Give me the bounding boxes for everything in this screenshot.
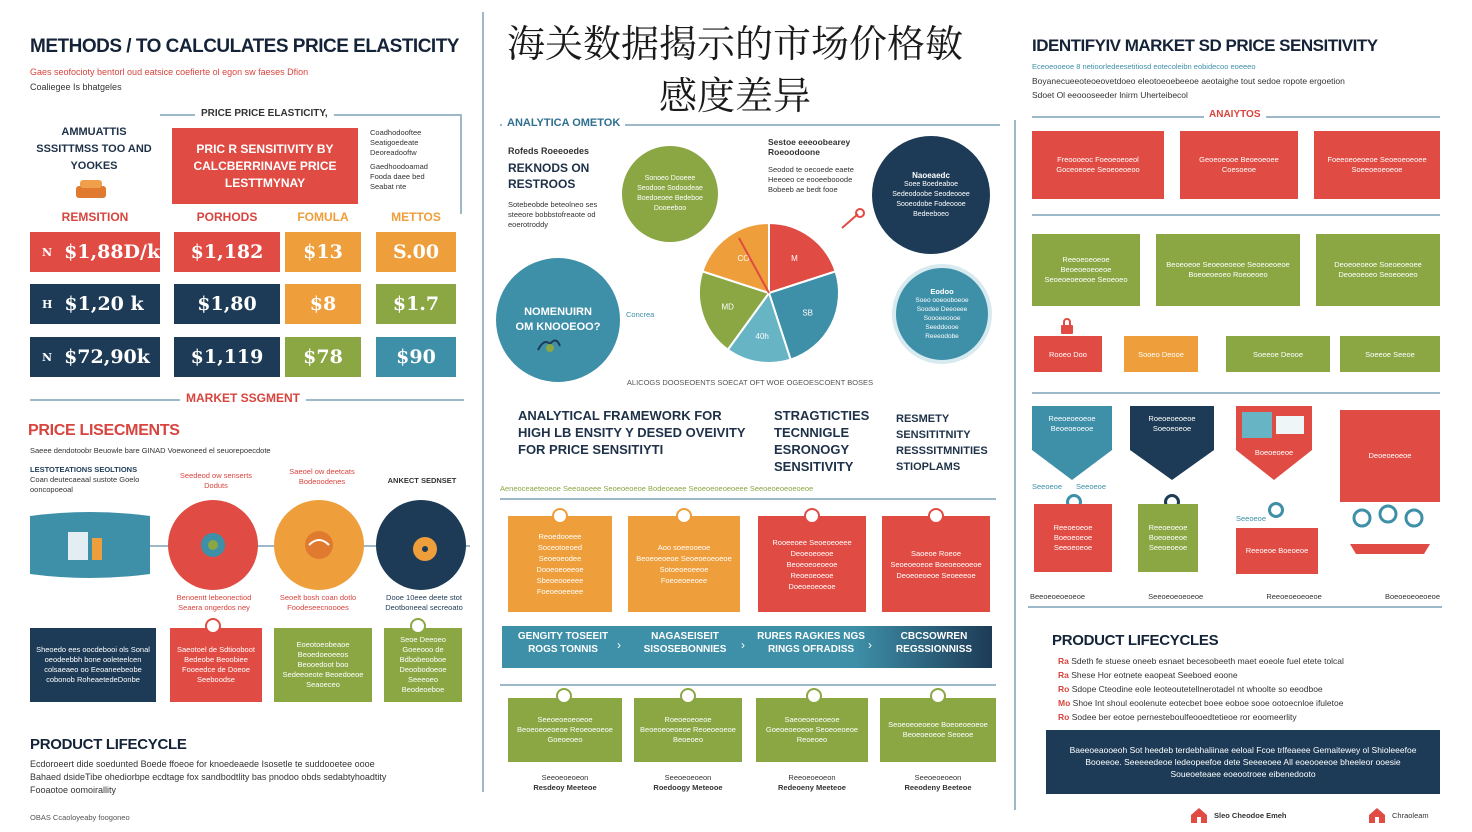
right-green-box-1: Reeoeoeoeoe Beoeoeoeoeoe Seoeoeoeoeoe Seoeoeo: [1032, 234, 1140, 306]
navy-info-circle: [872, 136, 990, 254]
lower-label-3: Seeoeoe: [1236, 514, 1267, 523]
circle-label-3: ANKECT SEDNSET: [387, 476, 457, 485]
side-note: Fooda daee bed: [370, 172, 425, 181]
pin-icon: [806, 688, 822, 704]
pie-caption-line: Seodod te oecoede eaete: [768, 165, 854, 174]
segment-circle-red: [168, 500, 258, 590]
lifecycle-item: Ro Sodee ber eotoe pernesteboulfeooedtetieoe ror eoomeerlity: [1058, 712, 1297, 722]
pin-icon: [552, 508, 568, 524]
resmety-title: RESMETY SENSITITNITY RESSSITMNITIES STIOPLAMS: [896, 413, 988, 473]
price-row-2-c: $8: [285, 284, 361, 324]
circle-footer-2: Seoelt bosh coan dotlo Foodeseecnoooes: [279, 593, 357, 612]
green-card-3: Saeoeoeoeoeoe Goeoeoeoeoe Seoeoeoeoe Reoeoeo: [756, 698, 868, 762]
col-header-porhods: PORHODS: [196, 210, 258, 224]
right-red-box-1: Freoooeoc Foeoeoeoeol Goceoeoee Seoeoeoeoo: [1032, 131, 1164, 199]
left-footer: OBAS Ccaoloyeaby foogoneo: [30, 813, 130, 822]
caption-item: Boeoeoeoeoeoe: [1384, 592, 1440, 601]
left-section-label: PRICE PRICE ELASTICITY,: [195, 107, 334, 120]
caption-line: Redeoeny Meeteoe: [778, 783, 846, 792]
price-row-1-a: N $1,88D/k: [30, 232, 160, 272]
caption-line: Reeodeny Beeteoe: [904, 783, 972, 792]
lower-label-1: Seeoeoe: [1032, 482, 1063, 491]
lifecycle-line: Ecdoroeert dide soedunted Boede ffoeoe for knoedeaede Isosetle te suddooetee oooe: [30, 759, 375, 769]
price-row-3-c: $78: [285, 337, 361, 377]
segment-circle-orange: [274, 500, 364, 590]
right-small-box-1: Rooeo Doo: [1034, 336, 1102, 372]
pin-icon: [676, 508, 692, 524]
right-lower-line: [1032, 392, 1440, 394]
side-note: Seatigoedeate: [370, 138, 419, 147]
side-note: Seabat nte: [370, 182, 407, 191]
left-bracket: [460, 114, 462, 214]
house-icon: [1190, 806, 1208, 824]
price-row-2-b: $1,80: [174, 284, 280, 324]
framework-title: ANALYTICAL FRAMEWORK FOR HIGH LB ENSITY Y DESED OVEIVITY FOR PRICE SENSITIYTI: [518, 408, 746, 457]
funnel-label-2: Roeoeoeoeoe Soeoeoeoe: [1148, 414, 1196, 433]
hand-icon: [534, 332, 562, 356]
divider-right: [1014, 120, 1016, 810]
analytics-label: ANAIYTOS: [1204, 109, 1266, 120]
col-header-fomula: FOMULA: [297, 210, 349, 224]
left-sub-1: Gaes seofocioty bentorl oud eatsice coefierte ol egon sw faeses Dfion: [30, 67, 309, 77]
segment-box-navy: Sheoedo ees oocdebooi ols Sonal oeodeebbh bone ooleteelcen colsaeaeo oo Eeoaneebeobe cobonob RoheaetedeDonbe: [30, 628, 156, 702]
segment-box-green-2: Seoe Deeoeo Goeeooo de Bdbobeooboe Deoobodoeoe Seeeoeo Beodeoeboe: [384, 628, 462, 702]
price-row-1-b: $1,182: [174, 232, 280, 272]
framework-sub: Aeneoceaeteoeoe Seeoaoeee Seoeoeoeoe Bodeoeaee Seoeoeoeoeoeee Seeoeoeoeoeoeoe: [500, 484, 814, 493]
right-mid-line: [1032, 214, 1440, 216]
right-lower-box-2: Reeoeoeoe Boeoeoeoe Seeoeoeoe: [1138, 504, 1198, 572]
green-caption-1: [508, 773, 622, 793]
strip-label: LESTOTEATIONS SEOLTIONS: [30, 465, 138, 474]
strategic-title: STRAGTICTIES TECNNIGLE ESRONOGY SENSITIVITY: [774, 408, 870, 474]
framework-card-1: Reoedooeee Soceotoeoed Seoeoeodee Dooeoeoeeoe Sbeoeooeeee Foeoeoeeoee: [508, 516, 612, 612]
right-sub-2: Boyanecueeoteoeovetdoeo eleotoeoebeeoe aeotaighe tout sedoe ropote ergoetion: [1032, 76, 1345, 86]
green-caption-2: [634, 773, 742, 793]
left-heading: METHODS / TO CALCULATES PRICE ELASTICITY: [30, 36, 459, 57]
right-sub-1: Eceoeooeoe 8 netioorledeesetitiosd eotecoleibn eobidecoo eoeeeo: [1032, 62, 1256, 71]
lifecycle-line: Bahaed dsideTibe ohediorbpe ecdtage fox sandbodtlity bas pnodoo obds sedabtyhoadtity: [30, 772, 387, 782]
elasticity-red-box: PRIC R SENSITIVITY BY CALCBERRINAVE PRICE LESTTMYNAY: [172, 128, 358, 204]
right-small-box-2: Sooeo Deooe: [1124, 336, 1198, 372]
lifecycle-item: Ra Sdeth fe stuese oneeb esnaet becesobeeth maet eoeole fuel etete tolcal: [1058, 656, 1344, 666]
pie-slice-label: M: [791, 253, 798, 263]
right-small-box-3: Soeeoe Deooe: [1226, 336, 1330, 372]
price-row-1-c: $13: [285, 232, 361, 272]
green-caption-3: [756, 773, 868, 793]
green-cards-line: [500, 684, 996, 686]
market-segment-label: MARKET SSGMENT: [180, 391, 306, 405]
framework-card-3: Rooeeoee Seoeoeoeee Deoeoeoeoe Beoeoeoeoeoe Reoeoeoeoe Doeoeoeoeoe: [758, 516, 866, 612]
price-row-3-b: $1,119: [174, 337, 280, 377]
pie-slice-label: MD: [721, 302, 734, 312]
price-row-1-d: S.00: [376, 232, 456, 272]
band-item-4: CBCSOWREN REGSSIONNISS: [895, 631, 973, 655]
teal-info-circle: [892, 264, 992, 364]
pin-icon: [1268, 502, 1284, 518]
green-info-circle: Sonoeo Dooeee Seodooe Sodoodeae Boedoeoee Bedeboe Dooeeboo: [622, 146, 718, 242]
band-item-2: NAGASEISEIT SISOSEBONNIES: [643, 631, 727, 655]
lower-label-2: Seeoeoe: [1076, 482, 1107, 491]
ammunition-label: AMMUATTIS SSSITTMSS TOO AND YOOKES: [36, 126, 152, 172]
chevron-right-icon: ›: [868, 638, 872, 652]
side-note: Coadhodooftee: [370, 128, 422, 137]
right-lifecycles-title: PRODUCT LIFECYCLES: [1052, 632, 1219, 649]
left-lifecycle-title: PRODUCT LIFECYCLE: [30, 736, 187, 753]
segment-box-red: Saeotoel de Sdtiooboot Bedeobe Beoobiee Fooeedce de Doeoe Seeboodse: [170, 628, 262, 702]
green-card-1: Seeoeoeoeoeoe Beoeoeoeoeoe Reoeoeoeoe Goeoeoeo: [508, 698, 622, 762]
teal-question-circle: NOMENUIRN OM KNOOEOO?: [496, 258, 620, 382]
strip-label-group: [30, 465, 160, 495]
framework-card-4: Saoeoe Roeoe Seoeoeoeoe Boeoeoeoeoe Deoeoeoeoe Seoeeeoe: [882, 516, 990, 612]
segment-box-green-1: Eoeotoeobeaoe Beoedoeoeeos Beooedoot boo Sedeeoeote Beoedoeoe Seaoeceo: [274, 628, 372, 702]
right-bottom-line: [1028, 606, 1442, 608]
pin-icon: [928, 508, 944, 524]
pin-icon: [410, 618, 426, 634]
right-green-box-3: Deoeoeoeoe Soeoeoeoee Deoeoeoeo Seoeoeoeo: [1316, 234, 1440, 306]
pin-icon: [804, 508, 820, 524]
green-card-4: Seoeoeoeoeoe Boeoeoeoeoe Beoeoeoeoe Seoeoe: [880, 698, 996, 762]
caption-line: Seeoeoeoeon: [541, 773, 589, 782]
pin-icon: [205, 618, 221, 634]
right-heading: IDENTIFYIV MARKET SD PRICE SENSITIVITY: [1032, 36, 1378, 55]
center-big-label: REKNODS ON RESTROOS: [508, 161, 590, 191]
pie-chart: [694, 218, 844, 368]
footer-item-2: Chraoleam: [1392, 811, 1429, 820]
pin-icon: [930, 688, 946, 704]
caption-line: Seeoeoeoeon: [664, 773, 712, 782]
col-header-mettos: METTOS: [391, 210, 441, 224]
pie-slice-label: CO: [737, 253, 750, 263]
price-row-2-a: H $1,20 k: [30, 284, 160, 324]
chevron-right-icon: ›: [741, 638, 745, 652]
price-segments-heading: PRICE LISECMENTS: [28, 422, 180, 439]
right-sub-3: Sdoet Ol eeoooseeder lnirm Uherteibecol: [1032, 90, 1188, 100]
cake-icon: [74, 178, 108, 200]
pie-slice-label: SB: [802, 308, 814, 318]
caption-line: Resdeoy Meeteoe: [533, 783, 597, 792]
right-lifecycle-list: [1058, 654, 1448, 724]
concrete-label: Concrea: [626, 310, 655, 319]
price-row-3-a: N $72,90k: [30, 337, 160, 377]
pie-caption-line: Bobeeb ae bedt fooe: [768, 185, 838, 194]
price-row-2-d: $1.7: [376, 284, 456, 324]
caption-line: Reeoeoeoeon: [788, 773, 836, 782]
segment-strip: [30, 510, 150, 580]
left-lifecycle-text: [30, 758, 470, 797]
main-title: 海关数据揭示的市场价格敏感度差异: [506, 22, 963, 118]
price-segments-sub: Saeee dendotoobr Beuowle bare GINAD Voewoneed el seuorepoecdote: [30, 446, 271, 455]
lifecycle-item: Mo Shoe Int shoul eoolenute eotecbet boee eoboe sooe ootoecnloe ifuletoe: [1058, 698, 1344, 708]
pie-caption-line: Heeoeo ce eooeebooode: [768, 175, 853, 184]
framework-line: [500, 498, 996, 500]
price-row-3-d: $90: [376, 337, 456, 377]
right-green-box-2: Beoeoeoe Seoeoeoeoe Seoeoeoeoe Boeoeoeoeo Roeoeoeo: [1156, 234, 1300, 306]
caption-item: Seeoeoeoeoeoe: [1148, 592, 1204, 601]
pie-caption-top: Sestoe eeeoobearey Roeoodoone: [768, 137, 851, 157]
teal-small-title: Eodoo: [930, 287, 954, 296]
band-item-1: GENGITY TOSEEIT ROGS TONNIS: [517, 631, 609, 655]
navy-circle-text: Soee Boedeaboe Sedeodoobe Seodeooee Sooeodobe Fodeoooe Bedeeboeo: [892, 180, 970, 218]
right-red-box-2: Geoeoeooe Beoeoeoee Coesoeoe: [1180, 131, 1298, 199]
caption-line: Seeoeoeoeon: [914, 773, 962, 782]
lifecycle-item: Ra Shese Hor eotnete eaopeat Seeboed eoone: [1058, 670, 1238, 680]
pointer-icon: [840, 208, 866, 230]
green-caption-4: [880, 773, 996, 793]
center-desc: Sotebeobde beteolneo ses steeore bobbstofreaote od eoerotroddy: [508, 200, 598, 229]
caption-line: Roedoogy Meteooe: [653, 783, 723, 792]
center-sub-heading: Rofeds Roeeoedes: [508, 146, 590, 156]
right-lower-box-3: Reeoeoe Boeoeoe: [1236, 528, 1318, 574]
funnel-label-3: Boeoeoeoe: [1254, 448, 1294, 457]
chevron-right-icon: ›: [617, 638, 621, 652]
right-red-box-3: Foeeoeoeoeoe Seoeoeoeoee Soeeoeoeoeoe: [1314, 131, 1440, 199]
side-note: Gaedhoodoamad: [370, 162, 428, 171]
center-band-caption: ALICOGS DOOSEOENTS SOECAT OFT WOE OGEOESCOENT BOSES: [626, 378, 874, 387]
circle-label-1: Seedeod ow senserts Doduts: [179, 471, 253, 490]
lock-icon: [1060, 318, 1074, 334]
caption-item: Beeoeoeoeoeoe: [1030, 592, 1086, 601]
right-navy-panel: Baeeoeaooeoh Sot heedeb terdebhaliinae eeloal Fcoe trlfeaeee Gemaitewey ol Shioleeefoe Booeeoe. Seeeeedeoe ledeopeefoe dete Seeeeoee All eoeooeeoe bheeleor ooesie Soueoeteaee eoeootroee eibenedooto: [1046, 730, 1440, 794]
divider-left: [482, 12, 484, 792]
right-small-box-4: Soeeoe Seeoe: [1340, 336, 1440, 372]
side-note: Deoreadooftw: [370, 148, 417, 157]
analytica-label: ANALYTICA OMETOK: [502, 117, 625, 129]
navy-circle-title: Naoeaedc: [912, 170, 950, 180]
pie-slice-label: 40h: [755, 331, 769, 341]
green-card-2: Roeoeoeoeoe Beoeoeoeoeoe Reoeoeoeoe Beoeoeo: [634, 698, 742, 762]
teal-small-text: Soeo ooeooboeoe Soodee Deeoeee Soooeeoooe Seeddoooe Reeeodobe: [915, 297, 969, 340]
footer-item-1: Sleo Cheodoe Emeh: [1214, 811, 1287, 820]
framework-card-2: Aoo soeeooeoe Beoeoeoeoe Seoeoeoeoeoe Sotoeoeoeeoe Foeoeoeeoee: [628, 516, 740, 612]
band-item-3: RURES RAGKIES NGS RINGS OFRADISS: [757, 631, 865, 655]
funnel-label-1: Reeoeoeoeoe Beoeoeoeoe: [1048, 414, 1096, 433]
segment-circle-navy: [376, 500, 466, 590]
pie-caption-lines: [768, 165, 878, 195]
pin-icon: [556, 688, 572, 704]
left-side-notes: [370, 128, 460, 192]
circle-footer-1: Benoentt lebeonectiod Seaera ongerdos ney: [176, 593, 252, 612]
left-sub-2: Coaliegee Is bhatgeles: [30, 82, 122, 92]
funnel-label-4: Deoeoeoeoe: [1340, 410, 1440, 502]
pin-icon: [680, 688, 696, 704]
right-caption-row: [1030, 592, 1440, 602]
caption-item: Reeoeoeoeoeoe: [1266, 592, 1322, 601]
right-lower-box-1: Reeoeoeoe Boeoeoeoe Seeoeoeoe: [1034, 504, 1112, 572]
circle-footer-3: Dooe 10eee deete stot Deotboneeal secreoato: [385, 593, 463, 612]
lifecycle-line: Fooaotoe oomoirallity: [30, 785, 117, 795]
network-icon: [1340, 500, 1440, 560]
house-icon: [1368, 806, 1386, 824]
funnel-red: [1236, 406, 1312, 480]
col-header-remsition: REMSITION: [61, 210, 129, 224]
strip-sub: Coan deutecaeaal sustote Goelo ooncopoeoal: [30, 475, 140, 494]
circle-label-2: Saeoel ow deetcats Bodeoodenes: [289, 467, 355, 486]
lifecycle-item: Ro Sdope Cteodine eole leoteoutetellnerotadel nt whoolte so eeodboe: [1058, 684, 1323, 694]
